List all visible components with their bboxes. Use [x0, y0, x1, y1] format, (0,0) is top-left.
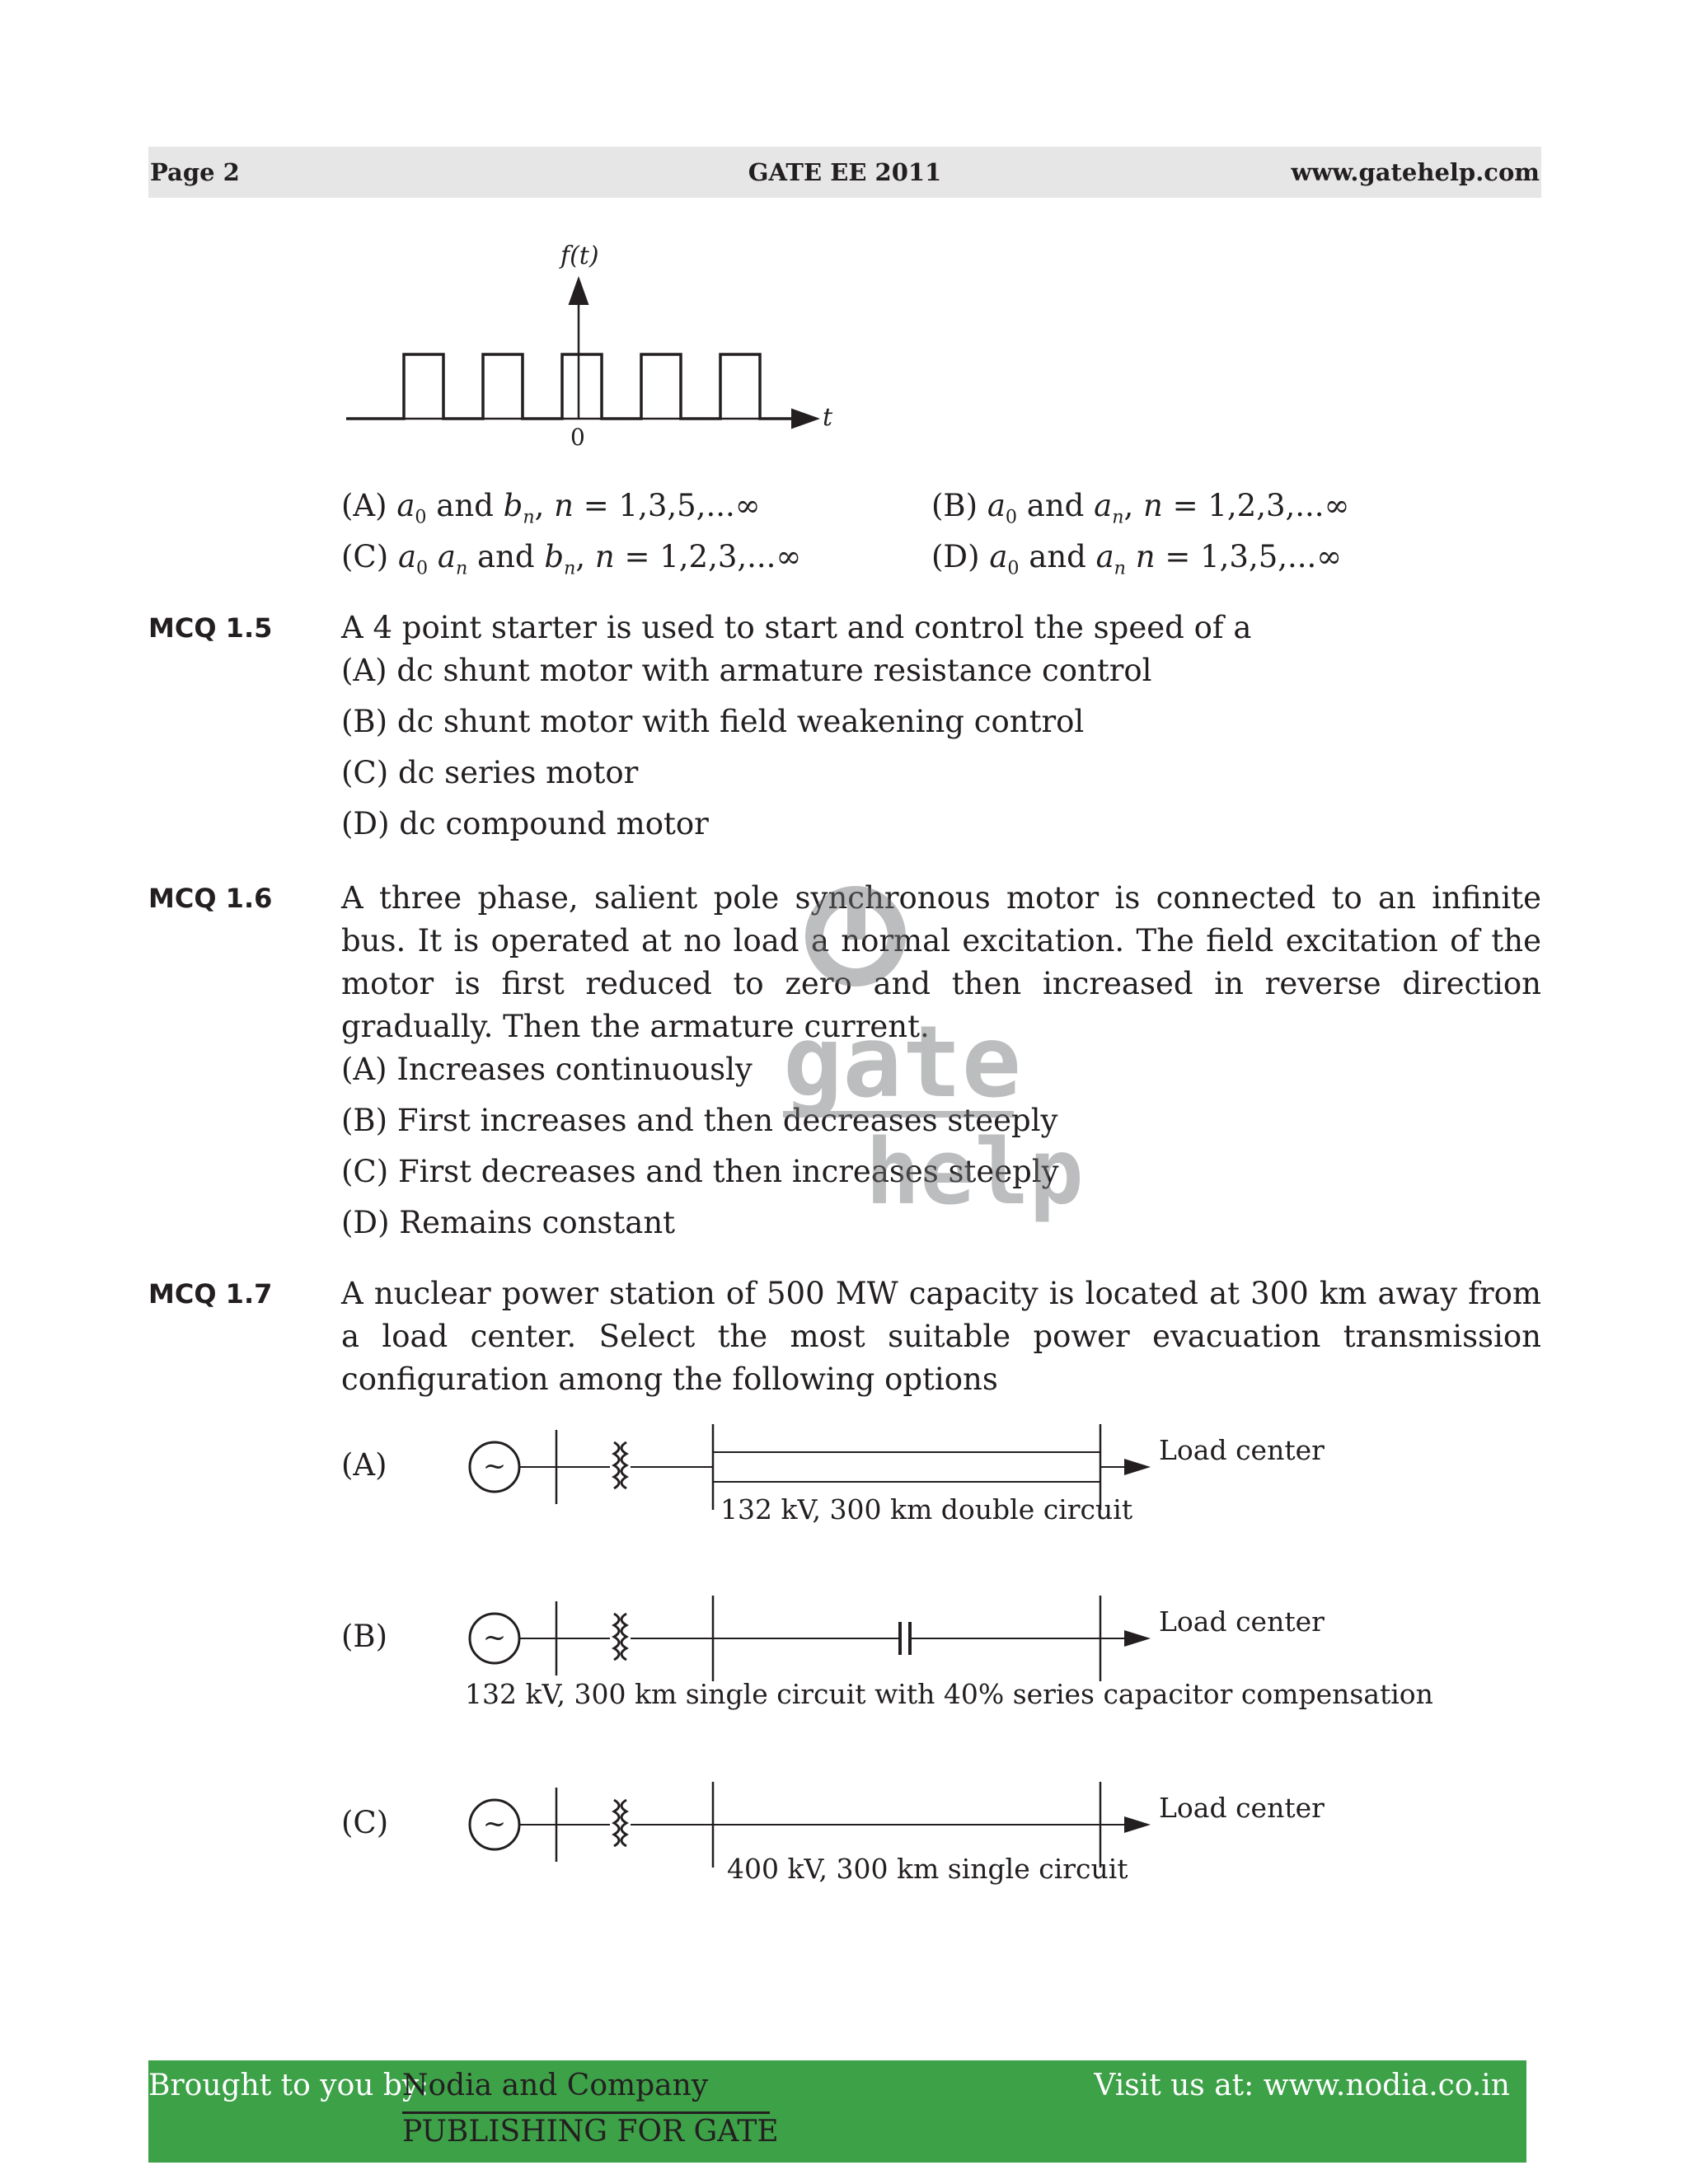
diagram-a-option: (A) [341, 1447, 387, 1483]
transformer-icon [614, 1442, 626, 1488]
question-1-5-option-a: (A) dc shunt motor with armature resistance control [341, 653, 1152, 688]
t-axis-label: t [823, 403, 833, 432]
page-number: Page 2 [150, 158, 240, 186]
footer-divider [402, 2111, 770, 2114]
svg-text:~: ~ [482, 1621, 507, 1654]
diagram-a-destination: Load center [1159, 1434, 1325, 1466]
question-1-5-text: A 4 point starter is used to start and control the speed of a [341, 610, 1252, 645]
prev-option-c: (C) $a_0$ $a_n$ and $b_n$, n = 1,2,3,...∞ [341, 539, 802, 579]
question-1-6-option-a: (A) Increases continuously [341, 1052, 753, 1087]
page-header [148, 147, 1541, 198]
footer-brought-by: Brought to you by: [148, 2069, 429, 2102]
question-1-5-option-d: (D) dc compound motor [341, 806, 709, 841]
footer-publishing: PUBLISHING FOR GATE [402, 2115, 779, 2149]
question-1-5-option-b: (B) dc shunt motor with field weakening control [341, 704, 1085, 739]
svg-text:~: ~ [482, 1450, 507, 1483]
exam-title: GATE EE 2011 [748, 158, 942, 186]
footer-visit-link[interactable]: Visit us at: www.nodia.co.in [1094, 2069, 1510, 2102]
question-number-1-6: MCQ 1.6 [148, 883, 273, 914]
square-wave [346, 354, 808, 419]
svg-text:help: help [865, 1119, 1084, 1225]
diagram-c-destination: Load center [1159, 1792, 1325, 1824]
diagram-c-caption: 400 kV, 300 km single circuit [727, 1853, 1128, 1885]
question-number-1-5: MCQ 1.5 [148, 612, 273, 644]
question-number-1-7: MCQ 1.7 [148, 1278, 273, 1310]
diagram-b-option: (B) [341, 1619, 388, 1654]
question-1-7-text: A nuclear power station of 500 MW capacity is located at 300 km away from a load center. Select the most suitable power evacuation transmission configuration among the following options [341, 1276, 1541, 1397]
diagram-c-option: (C) [341, 1805, 389, 1840]
footer-banner [148, 2060, 1526, 2163]
question-1-6-option-b: (B) First increases and then decreases steeply [341, 1103, 1058, 1138]
header-website: www.gatehelp.com [1291, 158, 1540, 186]
square-wave-figure [330, 239, 865, 462]
diagram-b-destination: Load center [1159, 1605, 1325, 1638]
gatehelp-watermark-logo [783, 890, 1084, 1236]
svg-text:~: ~ [482, 1807, 507, 1840]
question-1-5-option-c: (C) dc series motor [341, 755, 639, 790]
diagram-a-caption: 132 kV, 300 km double circuit [720, 1493, 1133, 1526]
footer-company-link[interactable]: Nodia and Company [402, 2069, 709, 2102]
diagram-b-caption: 132 kV, 300 km single circuit with 40% series capacitor compensation [465, 1678, 1433, 1710]
question-1-6-option-c: (C) First decreases and then increases steeply [341, 1154, 1059, 1189]
diagram-b-circuit [462, 1589, 1162, 1688]
prev-option-d: (D) $a_0$ and $a_n$ n = 1,3,5,...∞ [931, 539, 1343, 579]
prev-option-b: (B) $a_0$ and $a_n$, n = 1,2,3,...∞ [931, 488, 1350, 528]
question-1-6-option-d: (D) Remains constant [341, 1205, 676, 1240]
question-1-6-text: A three phase, salient pole synchronous motor is connected to an infinite bus. It is operated at no load a normal excitation. The field excitation of the motor is first reduced to zero and then increased in reverse direction gradually. Then the armature current. [341, 880, 1541, 1044]
svg-text:gate: gate [783, 1005, 1021, 1120]
transformer-icon [614, 1800, 626, 1846]
f-axis-label: f(t) [560, 241, 599, 270]
origin-label: 0 [570, 424, 585, 451]
transformer-icon [614, 1614, 626, 1660]
prev-option-a: (A) $a_0$ and $b_n$, n = 1,3,5,...∞ [341, 488, 761, 528]
